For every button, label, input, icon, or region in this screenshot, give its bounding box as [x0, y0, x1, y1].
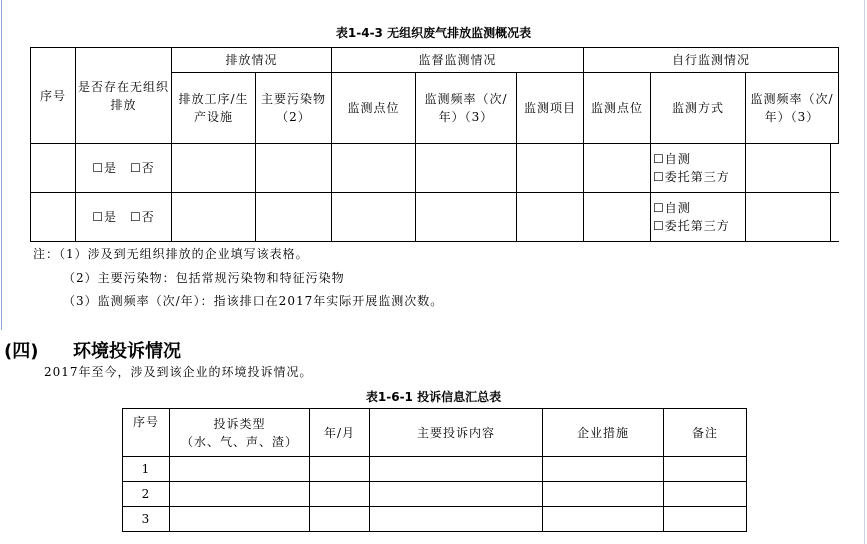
table-row [31, 144, 839, 193]
table-row [31, 193, 839, 242]
note-line: （2）主要污染物：包括常规污染物和特征污染物 [63, 271, 345, 285]
table-row [123, 457, 747, 482]
section-intro: 2017年至今，涉及到该企业的环境投诉情况。 [44, 365, 313, 379]
header-content: 主要投诉内容 [370, 409, 543, 457]
complaint-table [122, 408, 747, 532]
header-type: 投诉类型 （水、气、声、渣） [170, 409, 310, 457]
method-options [651, 193, 746, 242]
section-title: 环境投诉情况 [73, 341, 181, 362]
header-freq-self: 监测频率（次/年）（3） [746, 73, 839, 144]
table-caption: 表1-6-1 投诉信息汇总表 [365, 390, 502, 404]
table-caption: 表1-4-3 无组织废气排放监测概况表 [335, 26, 532, 40]
header-method: 监测方式 [651, 73, 746, 144]
unorganized-emission-table [30, 47, 839, 242]
header-exist: 是否存在无组织排放 [76, 48, 172, 144]
header-point: 监测点位 [332, 73, 416, 144]
self-test-checkbox[interactable]: ☐自测 [653, 152, 691, 166]
header-item: 监测项目 [517, 73, 584, 144]
header-emission: 排放情况 [172, 48, 332, 73]
table-row [123, 482, 747, 507]
note-line: （3）监测频率（次/年）：指该排口在2017年实际开展监测次数。 [63, 294, 444, 308]
header-seq: 序号 [123, 409, 170, 457]
row-number: 3 [123, 507, 170, 532]
section-number: (四) [4, 341, 39, 362]
margin-rule [1, 0, 2, 330]
header-seq: 序号 [31, 48, 76, 144]
header-self: 自行监测情况 [584, 48, 839, 73]
header-measure: 企业措施 [543, 409, 664, 457]
row-number: 1 [123, 457, 170, 482]
header-point-self: 监测点位 [584, 73, 651, 144]
exist-checkbox[interactable]: ☐是 ☐否 [76, 144, 172, 193]
header-process: 排放工序/生产设施 [172, 73, 256, 144]
note-line: 注：（1）涉及到无组织排放的企业填写该表格。 [33, 247, 309, 261]
header-pollutant: 主要污染物（2） [256, 73, 332, 144]
header-month: 年/月 [310, 409, 370, 457]
table-row [123, 507, 747, 532]
page-edge [864, 0, 865, 544]
method-options [651, 144, 746, 193]
self-test-checkbox[interactable]: ☐自测 [653, 201, 691, 215]
header-freq: 监测频率（次/年）（3） [416, 73, 517, 144]
third-party-checkbox[interactable]: ☐委托第三方 [653, 170, 730, 184]
third-party-checkbox[interactable]: ☐委托第三方 [653, 219, 730, 233]
exist-checkbox[interactable]: ☐是 ☐否 [76, 193, 172, 242]
row-number: 2 [123, 482, 170, 507]
header-remark: 备注 [664, 409, 747, 457]
header-supervise: 监督监测情况 [332, 48, 584, 73]
